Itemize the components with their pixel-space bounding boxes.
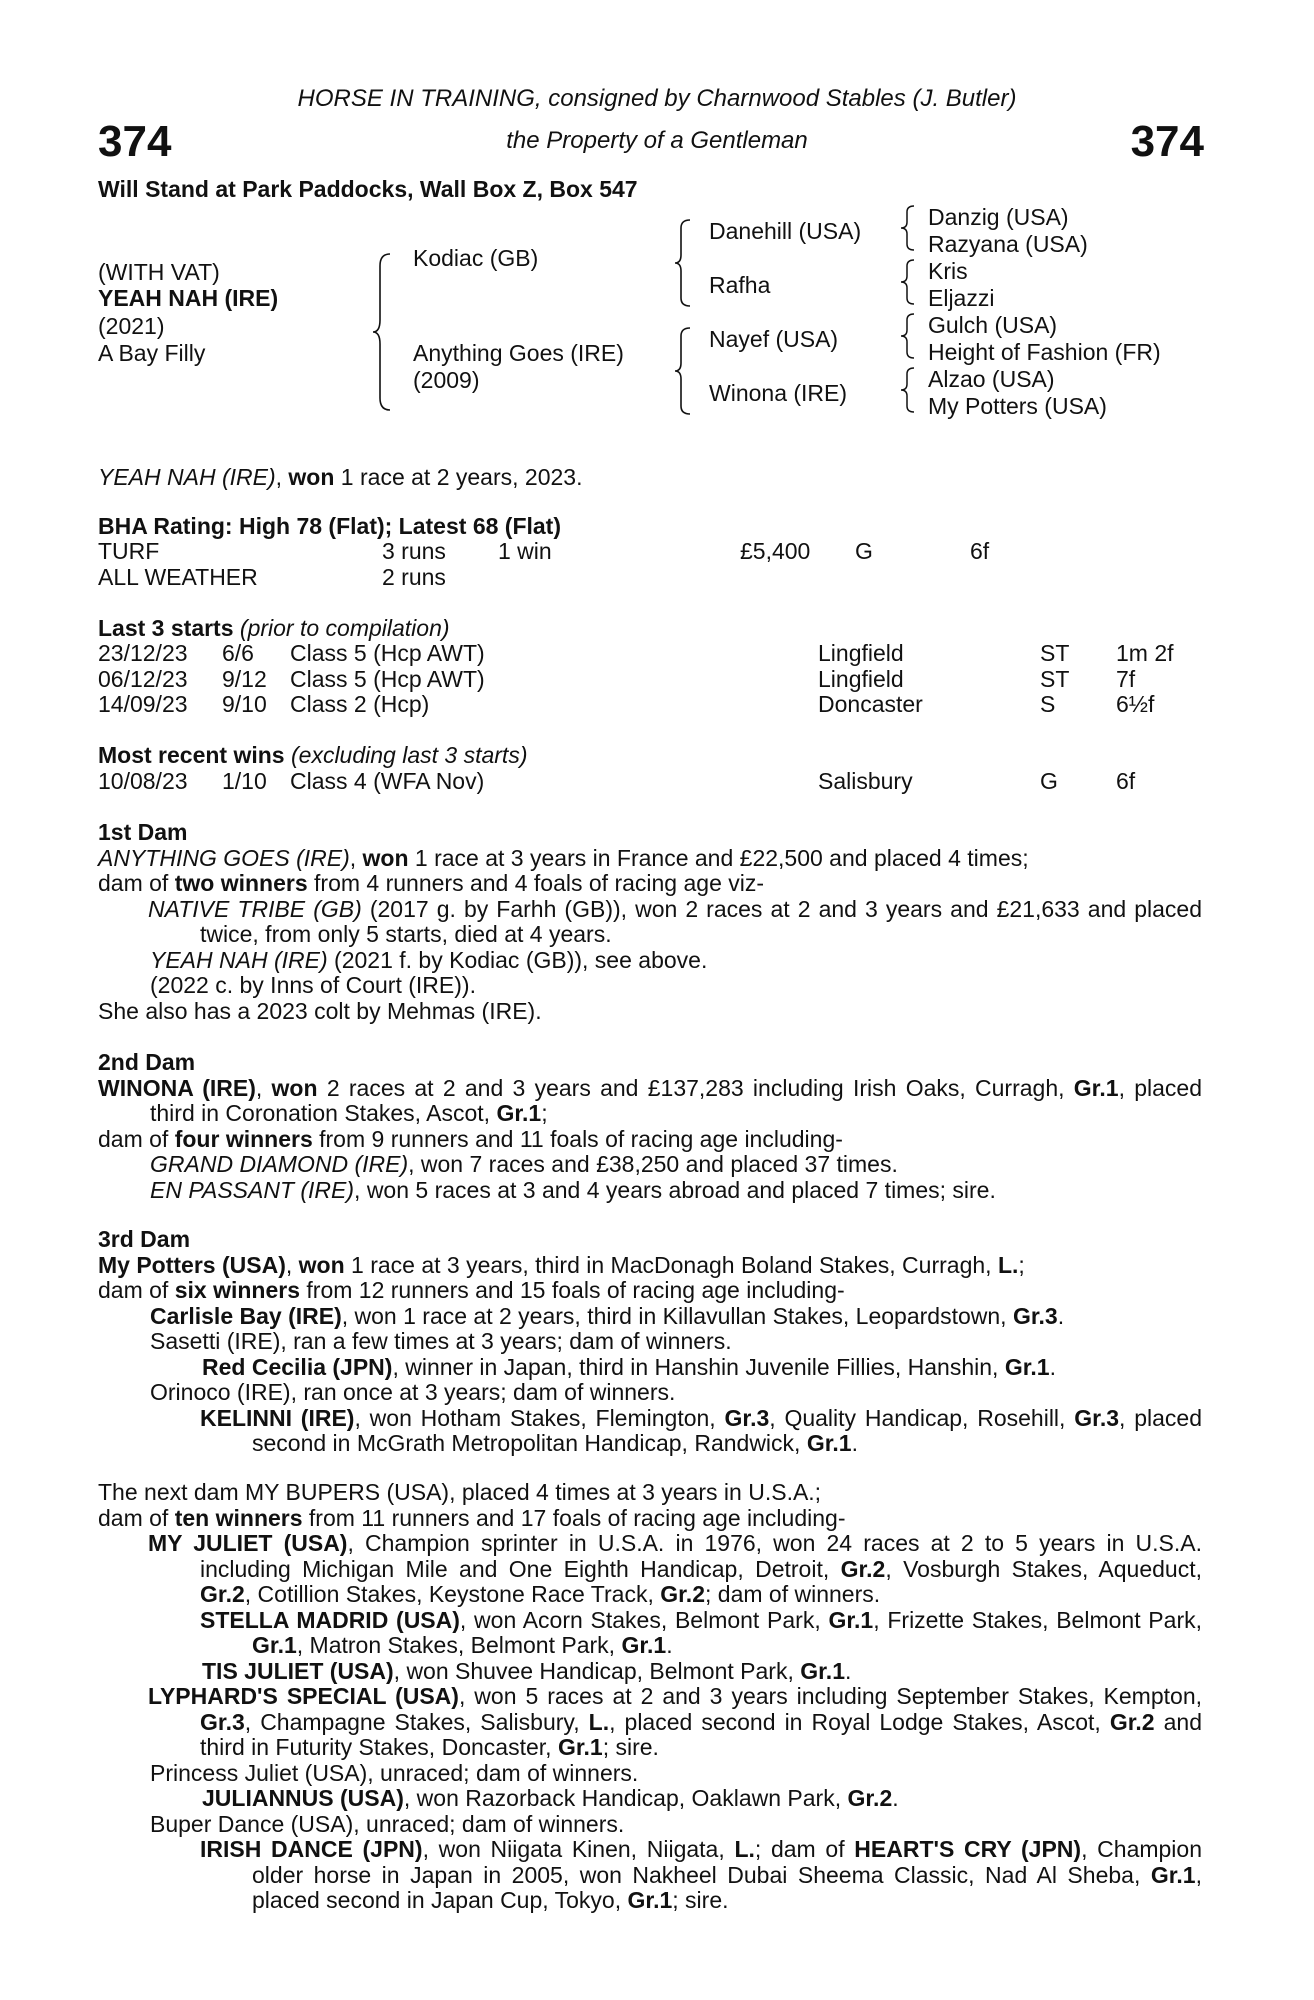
pedigree-brace-2 [898,258,918,306]
last3-title: Last 3 starts (prior to compilation) [98,615,450,641]
pedigree-brace-1 [898,204,918,252]
horse-name: YEAH NAH (IRE) [98,285,279,311]
lot-number-right: 374 [1130,117,1204,166]
dam-year: (2009) [413,367,480,393]
recent-wins-title: Most recent wins (excluding last 3 starts) [98,742,528,768]
gen3-2: Razyana (USA) [928,231,1088,257]
horse-year: (2021) [98,313,165,339]
gen3-1: Danzig (USA) [928,204,1069,230]
pedigree-brace-dam [672,326,694,416]
pedigree-brace-sire [672,218,694,308]
gen3-3: Kris [928,258,968,284]
race-summary: YEAH NAH (IRE), won 1 race at 2 years, 2023. [98,464,583,490]
gen3-5: Gulch (USA) [928,312,1058,338]
pedigree-brace-4 [898,366,918,414]
third-dam-section: 3rd Dam My Potters (USA), won 1 race at 3 years, third in MacDonagh Boland Stakes, Curragh, L.; dam of six winners from 12 runners and 15 foals of racing age including- Carlisle Bay (IRE), won 1 race at 2 years, third in Killavullan Stakes, Leopardstown, Gr.3. Sasetti (IRE), ran a few times at 3 years; dam of winners. Red Cecilia (JPN), winner in Japan, third in Hanshin Juvenile Fillies, Hanshin, Gr.1. Orinoco (IRE), ran once at 3 years; dam of winners. KELINNI (IRE), won Hotham Stakes, Flemington, Gr.3, Quality Handicap, Rosehill, Gr.3, placed second in McGrath Metropolitan Handicap, Randwick, Gr.1. [98,1226,1202,1456]
gen3-8: My Potters (USA) [928,393,1107,419]
sire-sire: Danehill (USA) [709,218,862,244]
consignor-line: HORSE IN TRAINING, consigned by Charnwood Stables (J. Butler) [297,85,1017,112]
sire-dam: Rafha [709,272,771,298]
lot-number-left: 374 [98,117,172,166]
bha-rating: BHA Rating: High 78 (Flat); Latest 68 (Flat) [98,513,561,539]
dam-sire: Nayef (USA) [709,326,839,352]
gen3-4: Eljazzi [928,285,995,311]
property-line: the Property of a Gentleman [506,127,808,154]
stand-location: Will Stand at Park Paddocks, Wall Box Z, Box 547 [98,176,638,202]
pedigree-brace-main [370,252,394,412]
dam-name: Anything Goes (IRE) [413,340,624,366]
second-dam-section: 2nd Dam WINONA (IRE), won 2 races at 2 and 3 years and £137,283 including Irish Oaks, Curragh, Gr.1, placed third in Coronation Stakes, Ascot, Gr.1; dam of four winners from 9 runners and 11 foals of racing age including- GRAND DIAMOND (IRE), won 7 races and £38,250 and placed 37 times. EN PASSANT (IRE), won 5 races at 3 and 4 years abroad and placed 7 times; sire. [98,1049,1202,1203]
gen3-6: Height of Fashion (FR) [928,339,1161,365]
first-dam-section: 1st Dam ANYTHING GOES (IRE), won 1 race at 3 years in France and £22,500 and placed 4 times; dam of two winners from 4 runners and 4 foals of racing age viz- NATIVE TRIBE (GB) (2017 g. by Farhh (GB)), won 2 races at 2 and 3 years and £21,633 and placed twice, from only 5 starts, died at 4 years. YEAH NAH (IRE) (2021 f. by Kodiac (GB)), see above. (2022 c. by Inns of Court (IRE)). She also has a 2023 colt by Mehmas (IRE). [98,819,1202,1024]
pedigree-brace-3 [898,312,918,360]
dam-dam: Winona (IRE) [709,380,848,406]
vat-note: (WITH VAT) [98,259,220,285]
gen3-7: Alzao (USA) [928,366,1055,392]
next-dam-section: The next dam MY BUPERS (USA), placed 4 times at 3 years in U.S.A.; dam of ten winners from 11 runners and 17 foals of racing age including- MY JULIET (USA), Champion sprinter in U.S.A. in 1976, won 24 races at 2 to 5 years in U.S.A. including Michigan Mile and One Eighth Handicap, Detroit, Gr.2, Vosburgh Stakes, Aqueduct, Gr.2, Cotillion Stakes, Keystone Race Track, Gr.2; dam of winners. STELLA MADRID (USA), won Acorn Stakes, Belmont Park, Gr.1, Frizette Stakes, Belmont Park, Gr.1, Matron Stakes, Belmont Park, Gr.1. TIS JULIET (USA), won Shuvee Handicap, Belmont Park, Gr.1. LYPHARD'S SPECIAL (USA), won 5 races at 2 and 3 years including September Stakes, Kempton, Gr.3, Champagne Stakes, Salisbury, L., placed second in Royal Lodge Stakes, Ascot, Gr.2 and third in Futurity Stakes, Doncaster, Gr.1; sire. Princess Juliet (USA), unraced; dam of winners. JULIANNUS (USA), won Razorback Handicap, Oaklawn Park, Gr.2. Buper Dance (USA), unraced; dam of winners. IRISH DANCE (JPN), won Niigata Kinen, Niigata, L.; dam of HEART'S CRY (JPN), Champion older horse in Japan in 2005, won Nakheel Dubai Sheema Classic, Nad Al Sheba, Gr.1, placed second in Japan Cup, Tokyo, Gr.1; sire. [98,1479,1203,1913]
horse-description: A Bay Filly [98,340,206,366]
sire-name: Kodiac (GB) [413,245,539,271]
